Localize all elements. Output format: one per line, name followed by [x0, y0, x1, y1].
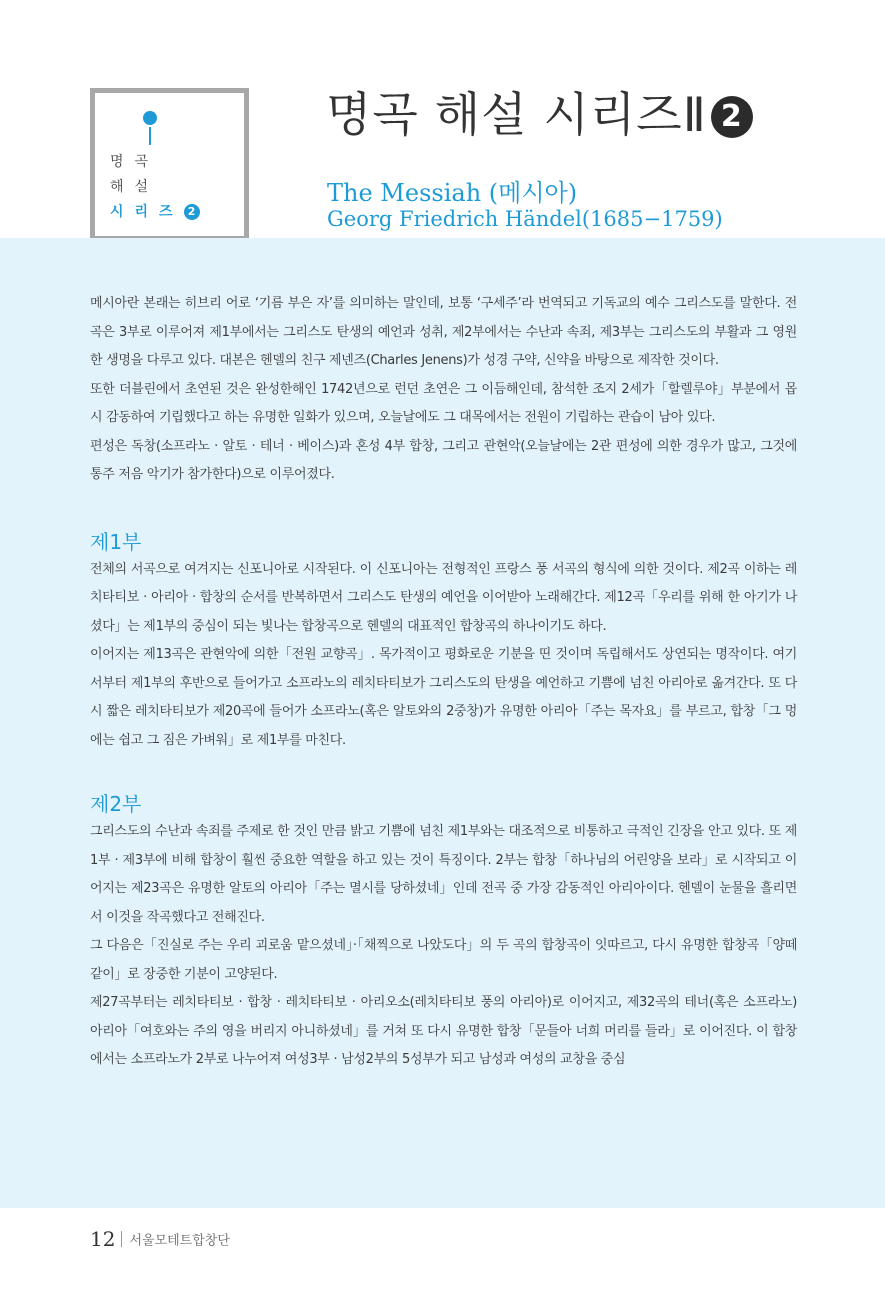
part1-heading: 제1부 — [90, 529, 142, 554]
page-number: 12 — [90, 1227, 116, 1251]
article-body — [90, 290, 797, 1075]
part1-paragraph: 전체의 서곡으로 여겨지는 신포니아로 시작된다. 이 신포니아는 전형적인 프랑스 풍 서곡의 형식에 의한 것이다. 제2곡 이하는 레치타티보 · 아리아 · 합창의 순서를 반복하면서 그리스도 탄생의 예언을 이어받아 노래해간다. 제12곡「우리를 위해 한 아기가 나셨다」는 제1부의 중심이 되는 빛나는 합창곡으로 헨델의 대표적인 합창곡의 하나이기도 하다. — [90, 561, 797, 634]
part2-paragraph: 그리스도의 수난과 속죄를 주제로 한 것인 만큼 밝고 기쁨에 넘친 제1부와는 대조적으로 비통하고 극적인 긴장을 안고 있다. 또 제1부 · 제3부에 비해 합창이 훨씬 중요한 역할을 하고 있는 것이 특징이다. 2부는 합창「하나님의 어린양을 보라」로 시작되고 이어지는 제23곡은 유명한 알토의 아리아「주는 멸시를 당하셨네」인데 전곡 중 가장 감동적인 아리아이다. 헨델이 눈물을 흘리면서 이것을 작곡했다고 전해진다. — [90, 824, 797, 925]
title-number: 2 — [711, 96, 753, 138]
part2-heading: 제2부 — [90, 792, 142, 816]
badge-line-2: 해설 — [110, 179, 160, 195]
badge-dot — [143, 111, 157, 125]
footer-organization: 서울모테트합창단 — [129, 1233, 230, 1249]
footer-divider — [121, 1231, 122, 1247]
badge-line-3 — [110, 203, 200, 221]
part2-paragraph: 그 다음은「진실로 주는 우리 괴로움 맡으셨네」·「채찍으로 나았도다」의 두 곡의 합창곡이 잇따르고, 다시 유명한 합창곡「양떼 같이」로 장중한 기분이 고양된다. — [90, 938, 797, 982]
badge-stem — [149, 127, 151, 145]
page-title-text: 명곡 해설 시리즈Ⅱ — [326, 88, 707, 143]
badge-line-1: 명곡 — [110, 154, 160, 170]
badge-line-3-text: 시리즈 — [110, 204, 184, 220]
page-title — [326, 86, 753, 146]
intro-paragraph: 메시아란 본래는 히브리 어로 ‘기름 부은 자’를 의미하는 말인데, 보통 ‘구세주’라 번역되고 기독교의 예수 그리스도를 말한다. 전곡은 3부로 이루어져 제1부에서는 그리스도 탄생의 예언과 성취, 제2부에서는 수난과 속죄, 제3부는 그리스도의 부활과 그 영원한 생명을 다루고 있다. 대본은 헨델의 친구 제넨즈(Charles Jenens)가 성경 구약, 신약을 바탕으로 제작한 것이다. — [90, 296, 797, 368]
work-subtitle: The Messiah (메시아) — [327, 179, 578, 207]
badge-number: 2 — [184, 204, 200, 220]
composer-line: Georg Friedrich Händel(1685−1759) — [327, 207, 723, 231]
page-footer — [90, 1227, 230, 1251]
series-badge — [90, 88, 249, 241]
intro-paragraph: 또한 더블린에서 초연된 것은 완성한해인 1742년으로 런던 초연은 그 이듬해인데, 참석한 조지 2세가「할렐루야」부분에서 몹시 감동하여 기립했다고 하는 유명한 일화가 있으며, 오늘날에도 그 대목에서는 전원이 기립하는 관습이 남아 있다. — [90, 381, 797, 425]
intro-paragraph: 편성은 독창(소프라노 · 알토 · 테너 · 베이스)과 혼성 4부 합창, 그리고 관현악(오늘날에는 2관 편성에 의한 경우가 많고, 그것에 통주 저음 악기가 참가한다)으로 이루어졌다. — [90, 438, 797, 482]
part1-paragraph: 이어지는 제13곡은 관현악에 의한「전원 교향곡」. 목가적이고 평화로운 기분을 띤 것이며 독립해서도 상연되는 명작이다. 여기서부터 제1부의 후반으로 들어가고 소프라노의 레치타티보가 그리스도의 탄생을 예언하고 기쁨에 넘친 아리아로 옮겨간다. 또 다시 짧은 레치타티보가 제20곡에 들어가 소프라노(혹은 알토와의 2중창)가 유명한 아리아「주는 목자요」를 부르고, 합창「그 멍에는 쉽고 그 짐은 가벼워」로 제1부를 마친다. — [90, 647, 797, 748]
part2-paragraph: 제27곡부터는 레치타티보 · 합창 · 레치타티보 · 아리오소(레치타티보 풍의 아리아)로 이어지고, 제32곡의 테너(혹은 소프라노) 아리아「여호와는 주의 영을 버리지 아니하셨네」를 거쳐 또 다시 유명한 합창「문들아 너희 머리를 들라」로 이어진다. 이 합창에서는 소프라노가 2부로 나누어져 여성3부 · 남성2부의 5성부가 되고 남성과 여성의 교창을 중심 — [90, 995, 797, 1067]
